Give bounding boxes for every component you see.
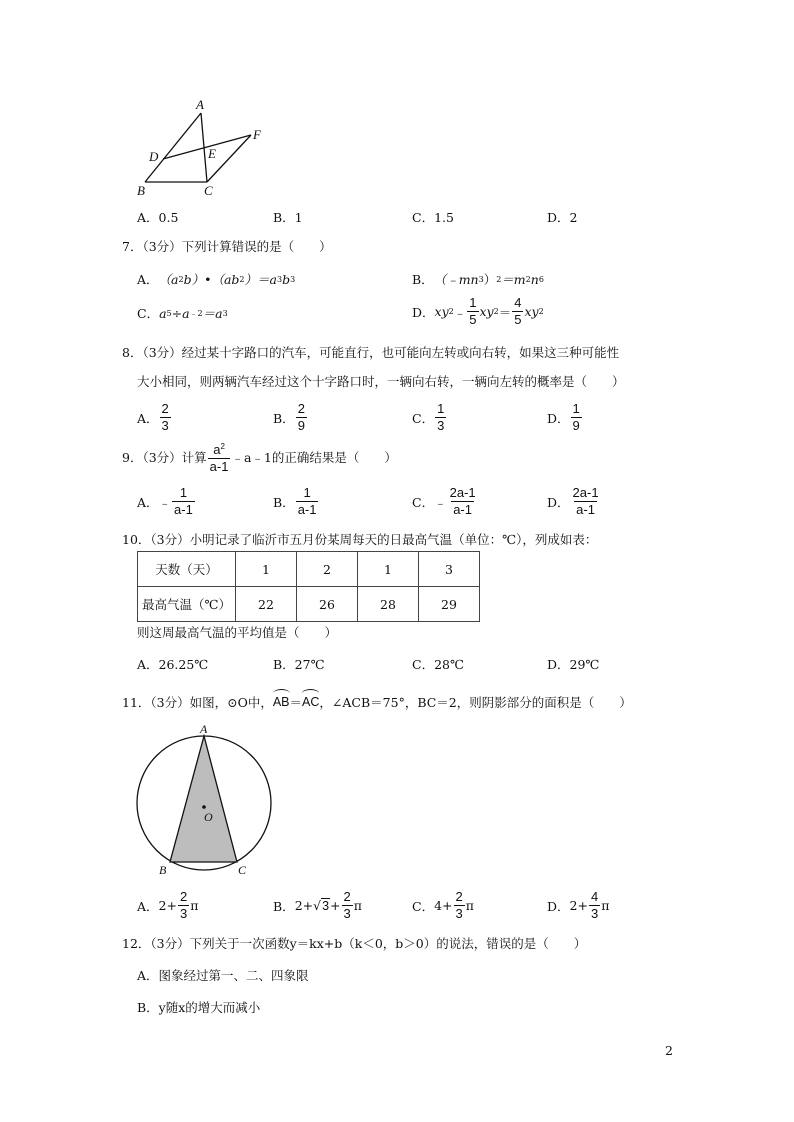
table-cell: 22 [236, 587, 297, 622]
q10-after-text: 则这周最高气温的平均值是（ ） [137, 625, 338, 640]
q6-option-d: D．2 [547, 210, 578, 225]
table-cell: 1 [236, 552, 297, 587]
q10-option-d: D．29℃ [547, 657, 600, 672]
q10-stem: 10．（3分）小明记录了临沂市五月份某周每天的日最高气温（单位：℃），列成如表： [122, 532, 598, 547]
q9-option-a: A． ﹣ $\frac{1}{a-1}$ [137, 485, 193, 517]
q7-option-d: D． xy 2 ﹣ $\frac{1}{5}$ xy 2 ＝ $\frac{4}{5}$ xy 2 [412, 295, 544, 327]
fig6-line-DF [163, 135, 251, 159]
fig6-label-C: C [204, 183, 213, 198]
q6-option-a: A．0.5 [137, 210, 179, 225]
page-number: 2 [665, 1043, 673, 1058]
table-cell: 26 [297, 587, 358, 622]
q11-option-b: B． 2+ √ 3 + $\frac{2}{3}$ π [273, 889, 362, 921]
fig11-label-C: C [238, 863, 247, 877]
fig6-label-E: E [208, 146, 216, 161]
q11-figure [130, 722, 280, 882]
q7-stem: 7．（3分）下列计算错误的是（ ） [122, 239, 332, 254]
table-row [138, 587, 480, 622]
table-cell: 最高气温（℃） [138, 587, 236, 622]
q6-figure [135, 95, 275, 200]
q10-option-b: B．27℃ [273, 657, 325, 672]
q10-table [137, 551, 480, 622]
fig6-label-A: A [196, 97, 204, 112]
table-cell: 3 [419, 552, 480, 587]
fig11-label-O: O [204, 810, 213, 824]
q9-option-c: C． ﹣ $\frac{2a-1}{a-1}$ [412, 485, 476, 517]
q11-arc-ab: AB [272, 695, 290, 709]
q10-option-a: A．26.25℃ [137, 657, 209, 672]
q7-d-fraction-1: $\frac{1}{5}$ [469, 295, 477, 327]
fig11-label-B: B [159, 863, 167, 877]
fig6-label-D: D [149, 149, 159, 164]
table-cell: 28 [358, 587, 419, 622]
q11-option-c: C． 4+ $\frac{2}{3}$ π [412, 889, 474, 921]
q9-option-b: B． $\frac{1}{a-1}$ [273, 485, 317, 517]
q6-option-b: B．1 [273, 210, 303, 225]
q11-stem: 11．（3分）如图，⊙O中， AB ＝ AC ，∠ACB＝75°，BC＝2，则阴影部分的面积是（ ） [122, 695, 632, 710]
table-row [138, 552, 480, 587]
q10-option-c: C．28℃ [412, 657, 464, 672]
q7-option-c: C． a 5 ÷a ﹣2 ＝a 3 [137, 305, 228, 321]
table-cell: 2 [297, 552, 358, 587]
q12-option-a: A．图象经过第一、二、四象限 [137, 968, 309, 983]
q9-stem: 9．（3分）计算 $\frac{a^2}{a-1}$ ﹣a﹣1的正确结果是（ ） [122, 442, 397, 474]
q7-option-b: B． （﹣mn 3 ） 2 ＝m 2 n 6 [412, 271, 544, 287]
q12-option-b: B．y随x的增大而减小 [137, 1000, 261, 1015]
q8-stem-line1: 8．（3分）经过某十字路口的汽车，可能直行，也可能向左转或向右转，如果这三种可能性 [122, 345, 620, 360]
q7-option-a: A． （a 2 b）•（ab 2 ）＝a 3 b 3 [137, 271, 296, 287]
fig6-line-AB [145, 113, 201, 182]
table-cell: 天数（天） [138, 552, 236, 587]
q6-option-c: C．1.5 [412, 210, 454, 225]
fig6-label-F: F [253, 127, 261, 142]
fig11-shaded-triangle [170, 736, 237, 862]
fig6-label-B: B [137, 183, 145, 198]
q9-option-d: D． $\frac{2a-1}{a-1}$ [547, 485, 599, 517]
fig11-center-dot [202, 805, 206, 809]
q8-option-a: A． $\frac{2}{3}$ [137, 401, 169, 433]
q11-option-d: D． 2+ $\frac{4}{3}$ π [547, 889, 610, 921]
q8-option-c: C． $\frac{1}{3}$ [412, 401, 445, 433]
q11-arc-ac: AC [302, 695, 320, 709]
q9-fraction: $\frac{a^2}{a-1}$ [209, 442, 229, 474]
q12-stem: 12．（3分）下列关于一次函数y＝kx+b（k＜0，b＞0）的说法，错误的是（ ） [122, 936, 587, 951]
table-cell: 1 [358, 552, 419, 587]
q8-option-d: D． $\frac{1}{9}$ [547, 401, 580, 433]
table-cell: 29 [419, 587, 480, 622]
q8-stem-line2: 大小相同，则两辆汽车经过这个十字路口时，一辆向右转，一辆向左转的概率是（ ） [137, 374, 625, 389]
fig11-label-A: A [200, 722, 208, 736]
q8-option-b: B． $\frac{2}{9}$ [273, 401, 305, 433]
q11-option-a: A． 2+ $\frac{2}{3}$ π [137, 889, 199, 921]
q7-d-fraction-2: $\frac{4}{5}$ [514, 295, 522, 327]
